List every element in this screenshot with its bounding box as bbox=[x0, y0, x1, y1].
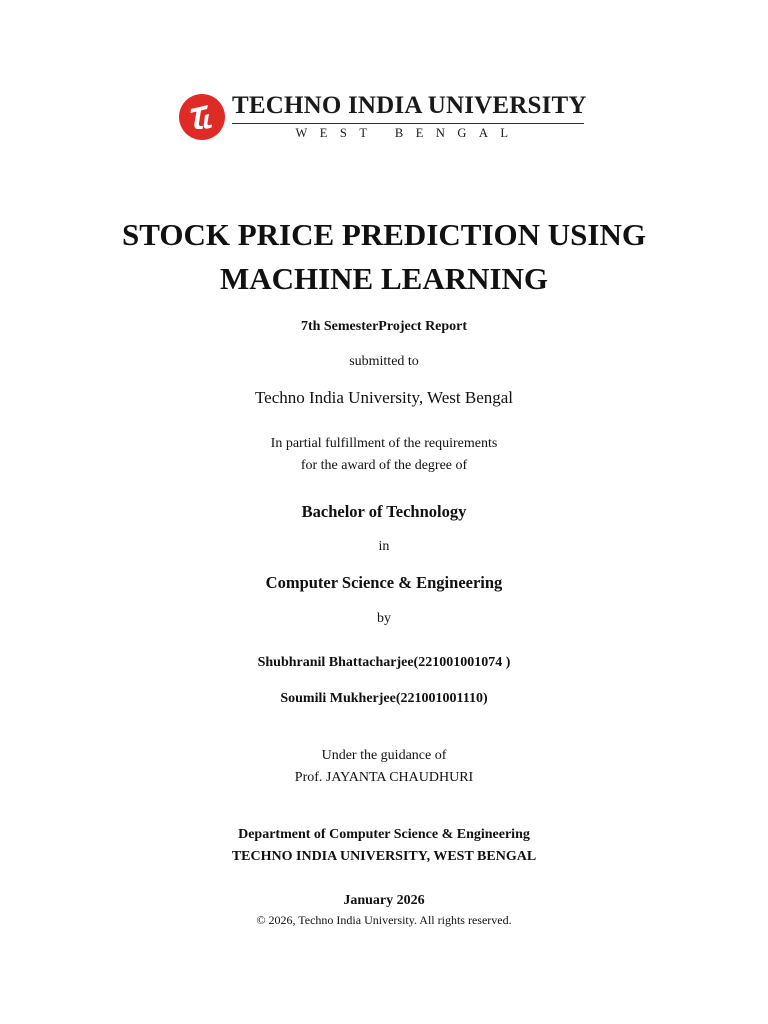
discipline-name: Computer Science & Engineering bbox=[265, 573, 503, 592]
university-location: WEST BENGAL bbox=[295, 126, 521, 140]
fulfillment-line-1: In partial fulfillment of the requirements bbox=[270, 436, 498, 451]
degree-name: Bachelor of Technology bbox=[301, 502, 467, 521]
in-label: in bbox=[378, 539, 390, 554]
author-name: Shubhranil Bhattacharjee(221001001074 ) bbox=[257, 655, 511, 670]
report-title-line-1: STOCK PRICE PREDICTION USING bbox=[122, 217, 646, 252]
university-header bbox=[178, 92, 590, 144]
university-name: TECHNO INDIA UNIVERSITY bbox=[232, 92, 587, 119]
report-title-line-2: MACHINE LEARNING bbox=[219, 261, 549, 296]
copyright-notice: © 2026, Techno India University. All rights reserved. bbox=[256, 913, 512, 927]
header-divider bbox=[232, 123, 584, 124]
guidance-label: Under the guidance of bbox=[321, 748, 447, 763]
submitted-to-label: submitted to bbox=[349, 354, 419, 369]
department-line-1: Department of Computer Science & Engineering bbox=[238, 827, 530, 842]
report-type: 7th SemesterProject Report bbox=[300, 319, 468, 334]
by-label: by bbox=[377, 611, 391, 626]
author-name: Soumili Mukherjee(221001001110) bbox=[280, 691, 488, 706]
fulfillment-line-2: for the award of the degree of bbox=[300, 458, 468, 473]
guide-name: Prof. JAYANTA CHAUDHURI bbox=[294, 770, 474, 785]
department-line-2: TECHNO INDIA UNIVERSITY, WEST BENGAL bbox=[231, 849, 537, 864]
report-date: January 2026 bbox=[343, 893, 425, 908]
submitted-to-institution: Techno India University, West Bengal bbox=[254, 388, 514, 407]
tiu-logo-icon bbox=[178, 93, 226, 141]
